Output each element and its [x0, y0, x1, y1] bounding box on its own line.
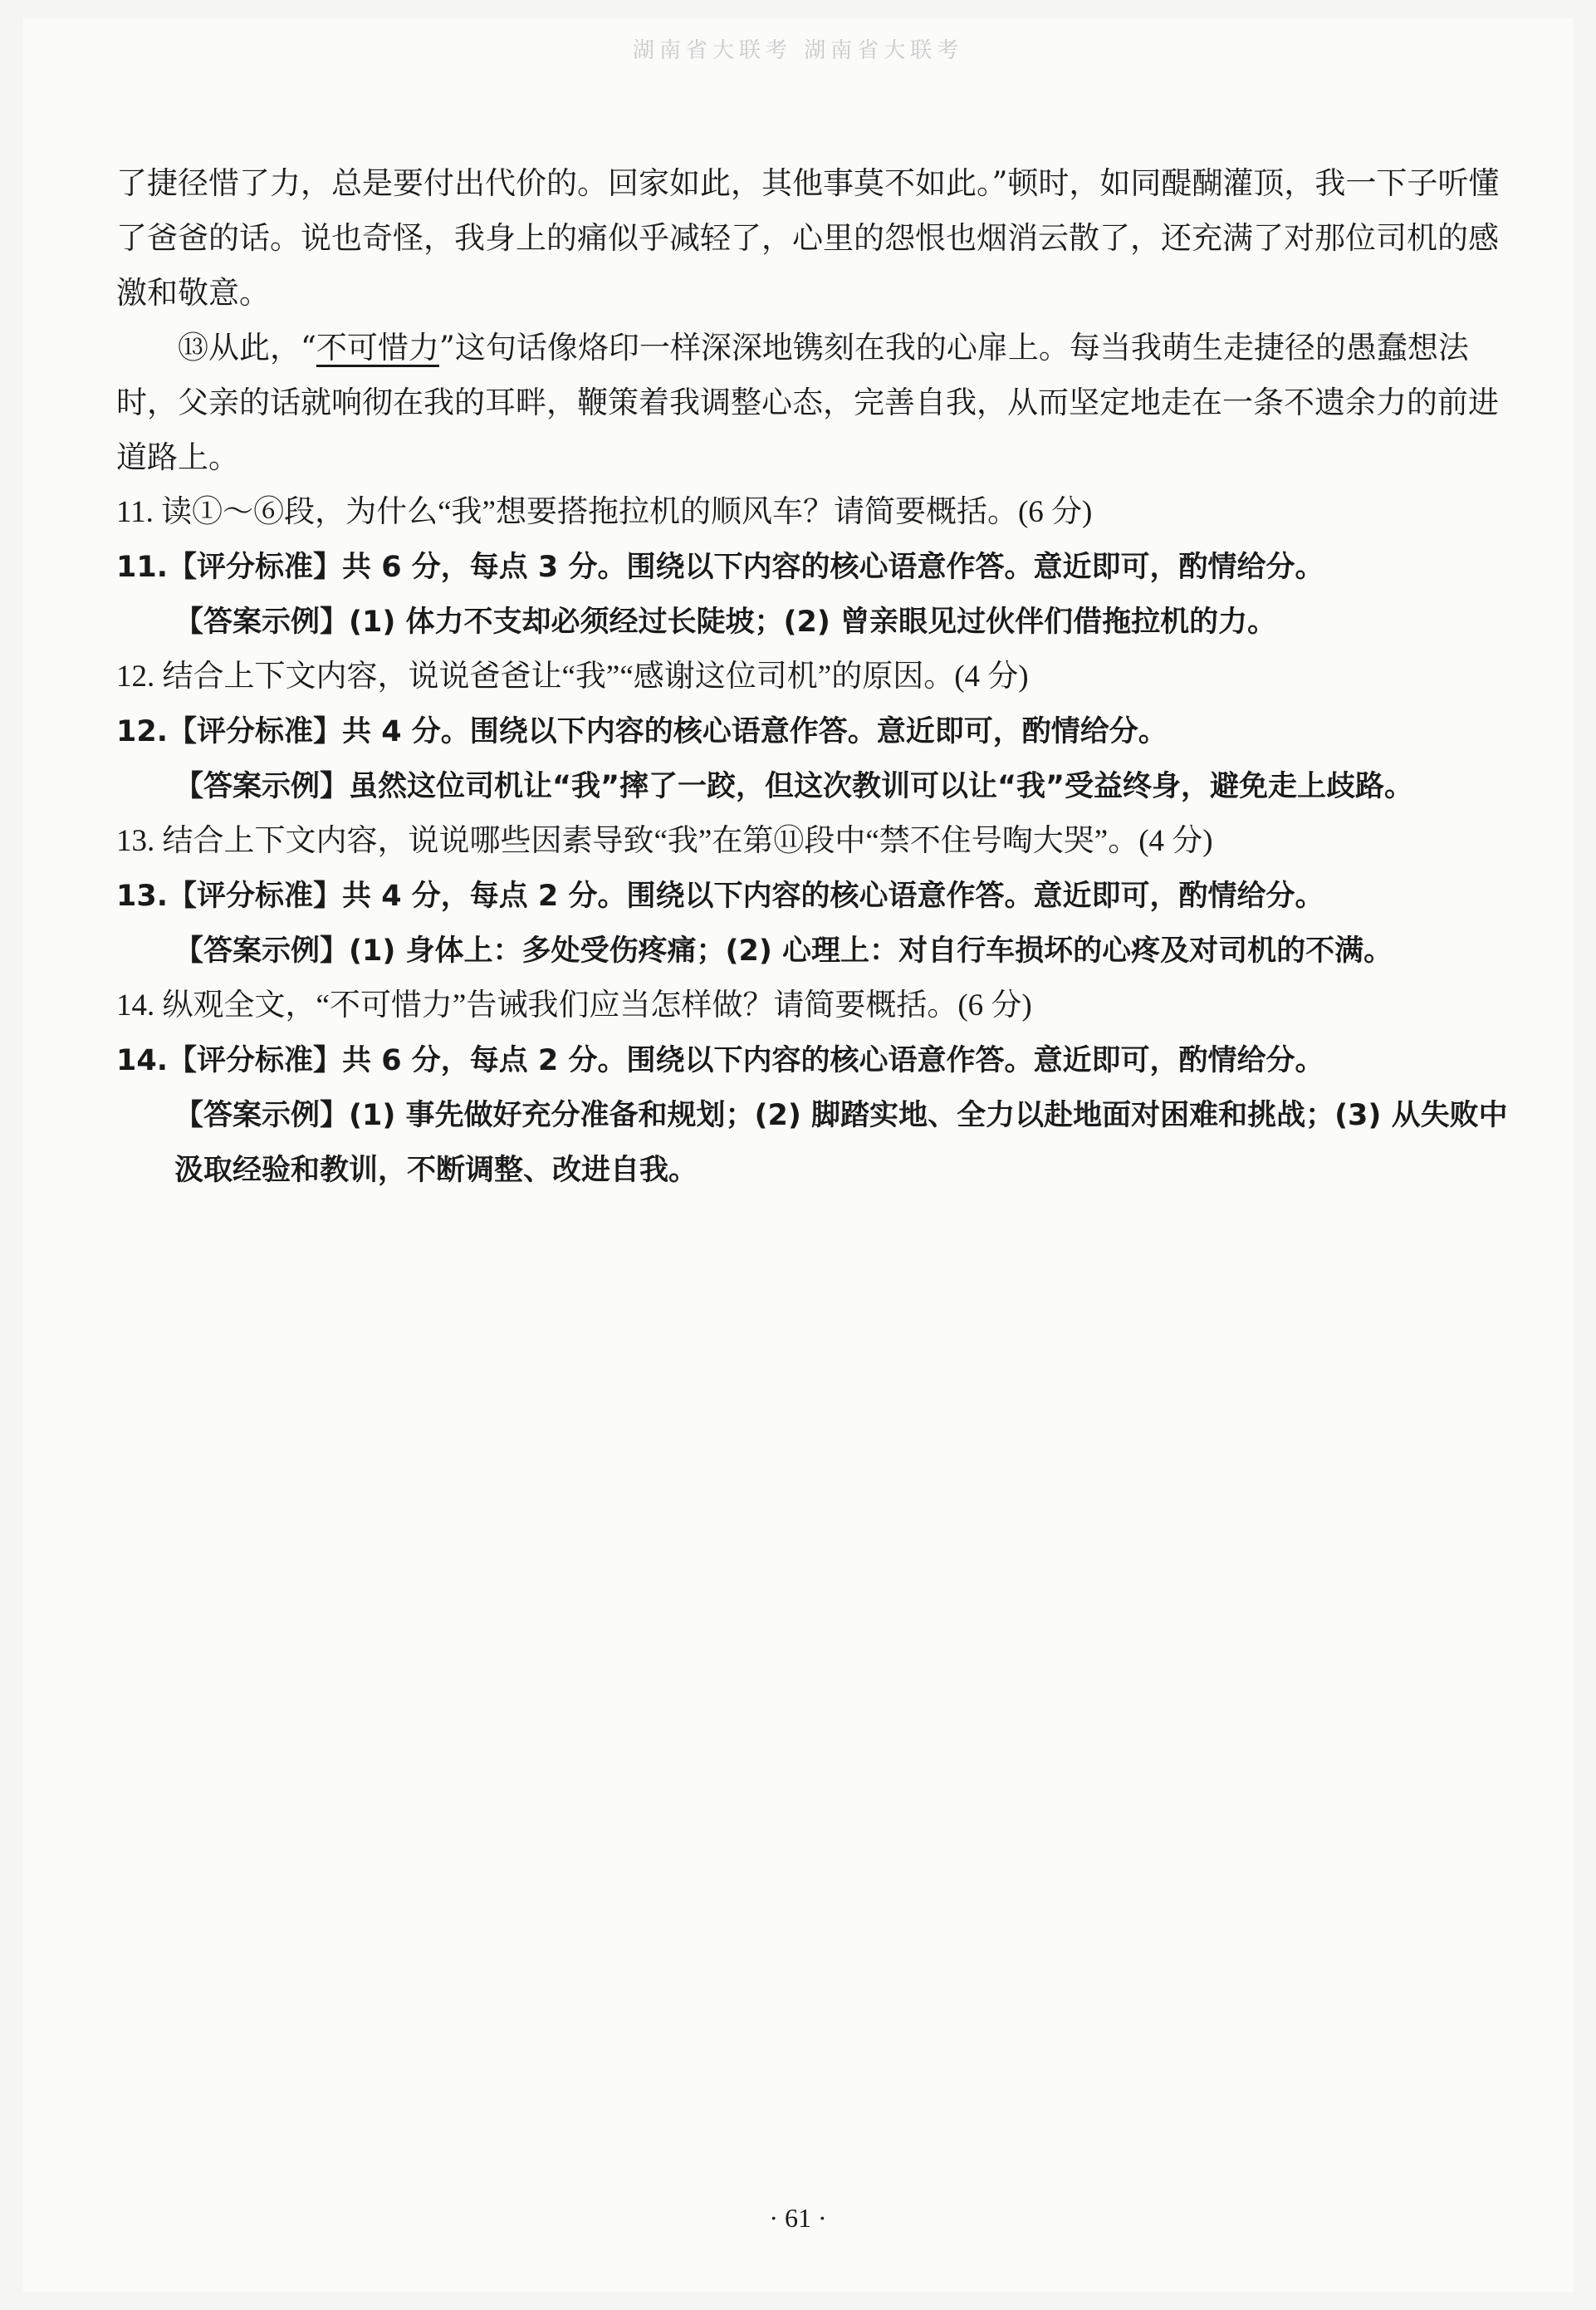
answer-example-14: 【答案示例】(1) 事先做好充分准备和规划；(2) 脚踏实地、全力以赴地面对困难和挑战；(3) 从失败中汲取经验和教训，不断调整、改进自我。	[174, 1099, 1508, 1187]
question-14: 14. 纵观全文，“不可惜力”告诫我们应当怎样做？请简要概括。(6 分)	[116, 988, 1032, 1023]
question-12: 12. 结合上下文内容，说说爸爸让“我”“感谢这位司机”的原因。(4 分)	[116, 660, 1029, 694]
underlined-phrase: 不可惜力	[316, 330, 439, 365]
answer-example-11: 【答案示例】(1) 体力不支却必须经过长陡坡；(2) 曾亲眼见过伙伴们借拖拉机的力。	[174, 606, 1277, 639]
answer-example-13: 【答案示例】(1) 身体上：多处受伤疼痛；(2) 心理上：对自行车损坏的心疼及对司机的不满。	[174, 934, 1393, 968]
scoring-standard-13: 13.【评分标准】共 4 分，每点 2 分。围绕以下内容的核心语意作答。意近即可，酌情给分。	[116, 880, 1324, 913]
page-number: · 61 ·	[769, 2203, 827, 2233]
document-body	[116, 156, 1511, 1198]
scoring-standard-14: 14.【评分标准】共 6 分，每点 2 分。围绕以下内容的核心语意作答。意近即可，酌情给分。	[116, 1044, 1324, 1077]
paragraph-13-prefix: ⑬从此，“	[178, 330, 316, 365]
question-11: 11. 读①～⑥段，为什么“我”想要搭拖拉机的顺风车？请简要概括。(6 分)	[116, 495, 1093, 529]
question-13: 13. 结合上下文内容，说说哪些因素导致“我”在第⑪段中“禁不住号啕大哭”。(4 分)	[116, 824, 1213, 858]
answer-example-12: 【答案示例】虽然这位司机让“我”摔了一跤，但这次教训可以让“我”受益终身，避免走上歧路。	[174, 770, 1414, 803]
passage-paragraph-13	[116, 321, 1511, 485]
paragraph-13-rest: ”这句话像烙印一样深深地镌刻在我的心扉上。每当我萌生走捷径的愚蠢想法时，父亲的话就响彻在我的耳畔，鞭策着我调整心态，完善自我，从而坚定地走在一条不遗余力的前进道路上。	[116, 330, 1499, 475]
scoring-standard-11: 11.【评分标准】共 6 分，每点 3 分。围绕以下内容的核心语意作答。意近即可，酌情给分。	[116, 551, 1324, 584]
scoring-standard-12: 12.【评分标准】共 4 分。围绕以下内容的核心语意作答。意近即可，酌情给分。	[116, 715, 1168, 748]
passage-paragraph-12-end: 了捷径惜了力，总是要付出代价的。回家如此，其他事莫不如此。”顿时，如同醍醐灌顶，我一下子听懂了爸爸的话。说也奇怪，我身上的痛似乎减轻了，心里的怨恨也烟消云散了，还充满了对那位司机的感激和敬意。	[116, 165, 1500, 311]
faint-header-text: 湖南省大联考 湖南省大联考	[632, 38, 964, 63]
